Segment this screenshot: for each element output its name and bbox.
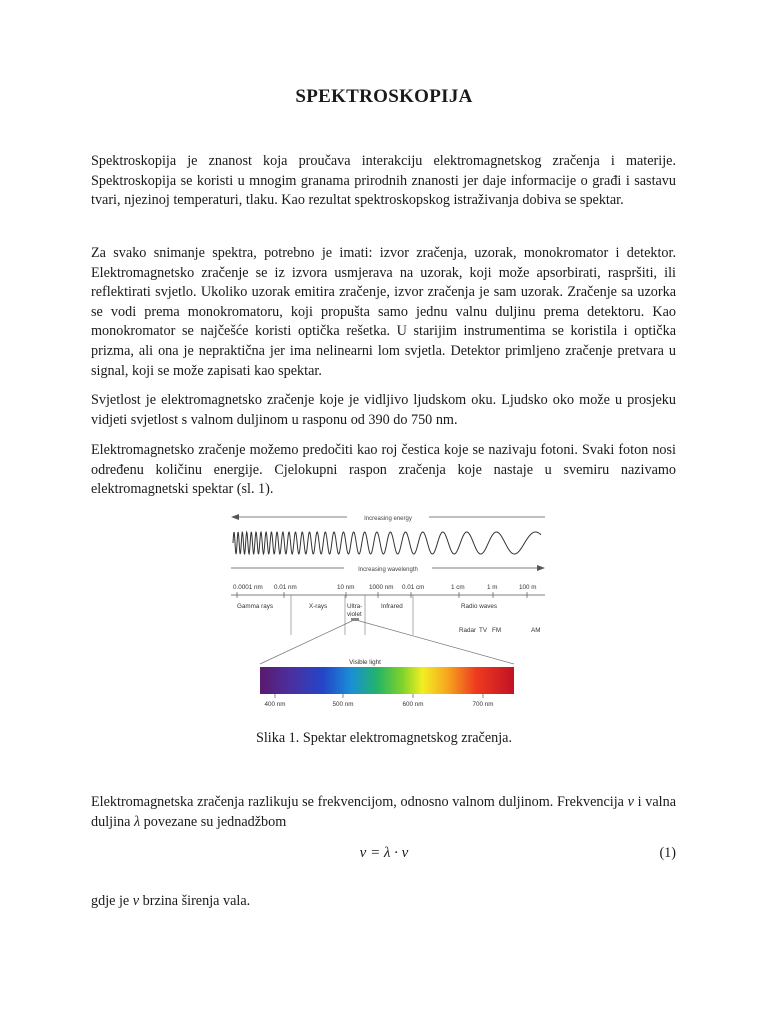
- radio-band-tv: TV: [479, 627, 488, 634]
- visible-tick-label: 400 nm: [264, 701, 286, 708]
- visible-tick-label: 600 nm: [402, 701, 424, 708]
- wave-graphic: [233, 532, 541, 554]
- funnel-left: [260, 620, 354, 664]
- scale-label: 0.0001 nm: [233, 584, 263, 591]
- energy-arrow-head-icon: [231, 514, 239, 520]
- math-nu: ν: [132, 893, 140, 909]
- equation-number: (1): [659, 845, 676, 861]
- em-spectrum-diagram: [229, 510, 547, 712]
- scale-label: 0.01 cm: [402, 584, 425, 591]
- text-run: gdje je: [91, 893, 133, 909]
- region-label-radio: Radio waves: [461, 603, 498, 610]
- equation: ν = λ · ν: [359, 845, 409, 861]
- paragraph-where: [91, 892, 676, 912]
- scale-label: 1 cm: [451, 584, 465, 591]
- scale-label: 0.01 nm: [274, 584, 297, 591]
- wavelength-arrow-label: Increasing wavelength: [358, 567, 418, 573]
- paragraph-frequency: [91, 793, 676, 832]
- math-nu: ν: [627, 794, 634, 810]
- visible-tick-label: 500 nm: [332, 701, 354, 708]
- text-run: i valna duljina: [91, 794, 676, 830]
- wavelength-arrow-head-icon: [537, 565, 545, 571]
- energy-arrow-label: Increasing energy: [364, 516, 412, 522]
- visible-ticks: [275, 694, 483, 698]
- region-label-uv-2: violet: [347, 611, 362, 618]
- region-label-infrared: Infrared: [381, 603, 403, 610]
- text-run: Elektromagnetska zračenja razlikuju se frekvencijom, odnosno valnom duljinom. Frekvencija: [91, 794, 628, 810]
- radio-band-fm: FM: [492, 627, 502, 634]
- region-label-xrays: X-rays: [309, 603, 328, 610]
- region-label-uv: Ultra-: [347, 603, 363, 610]
- figure-caption: Slika 1. Spektar elektromagnetskog zračenja.: [255, 730, 513, 746]
- page-title: SPEKTROSKOPIJA: [295, 86, 473, 107]
- radio-band-am: AM: [531, 627, 541, 634]
- scale-label: 100 m: [519, 584, 537, 591]
- radio-band-radar: Radar: [459, 627, 477, 634]
- region-label-gamma: Gamma rays: [237, 603, 274, 610]
- math-lambda: λ: [133, 813, 141, 830]
- visible-light-label: Visible light: [349, 659, 381, 666]
- paragraph-photons: Elektromagnetsko zračenje možemo predočiti kao roj čestica koje se nazivaju fotoni. Svaki foton nosi određenu količinu energije. Cjelokupni raspon zračenja koje nastaje u svemiru nazivamo elektromagnetski spektar (sl. 1).: [91, 442, 676, 498]
- paragraph-light: Svjetlost je elektromagnetsko zračenje koje je vidljivo ljudskom oku. Ljudsko oko može u prosjeku vidjeti svjetlost s valnom duljinom u rasponu od 390 do 750 nm.: [91, 392, 676, 428]
- paragraph-instrument: Za svako snimanje spektra, potrebno je imati: izvor zračenja, uzorak, monokromator i detektor. Elektromagnetsko zračenje se iz izvora usmjerava na uzorak, koji može apsorbirati, raspršiti, ili reflektirati svjetlo. Ukoliko uzorak emitira zračenje, izvor zračenja je sam uzorak. Zračenje sa uzorka se vodi prema monokromatoru, koji propušta samo jednu valnu duljinu prema detektoru. Kao monokromator se najčešće koristi optička rešetka. U starijim instrumentima se koristila i optička prizma, ali ona je nepraktična jer ima nelinearni lom svjetla. Detektor primljeno zračenje pretvara u signal, koji se može zapisati kao spektar.: [91, 245, 676, 379]
- visible-band-marker: [351, 618, 359, 621]
- em-spectrum-figure: [229, 510, 547, 712]
- scale-label: 10 nm: [337, 584, 355, 591]
- visible-tick-label: 700 nm: [472, 701, 494, 708]
- scale-label: 1 m: [487, 584, 498, 591]
- paragraph-intro: Spektroskopija je znanost koja proučava interakciju elektromagnetskog zračenja i materije. Spektroskopija se koristi u mnogim granama prirodnih znanosti jer daje informacije o građi i sastavu tvari, njezinoj temperaturi, tlaku. Kao rezultat spektroskopskog istraživanja dobiva se spektar.: [91, 153, 676, 209]
- visible-spectrum-bar: [260, 667, 514, 694]
- funnel-right: [356, 620, 514, 664]
- scale-label: 1000 nm: [369, 584, 394, 591]
- text-run: povezane su jednadžbom: [140, 813, 287, 830]
- text-run: brzina širenja vala.: [139, 893, 251, 909]
